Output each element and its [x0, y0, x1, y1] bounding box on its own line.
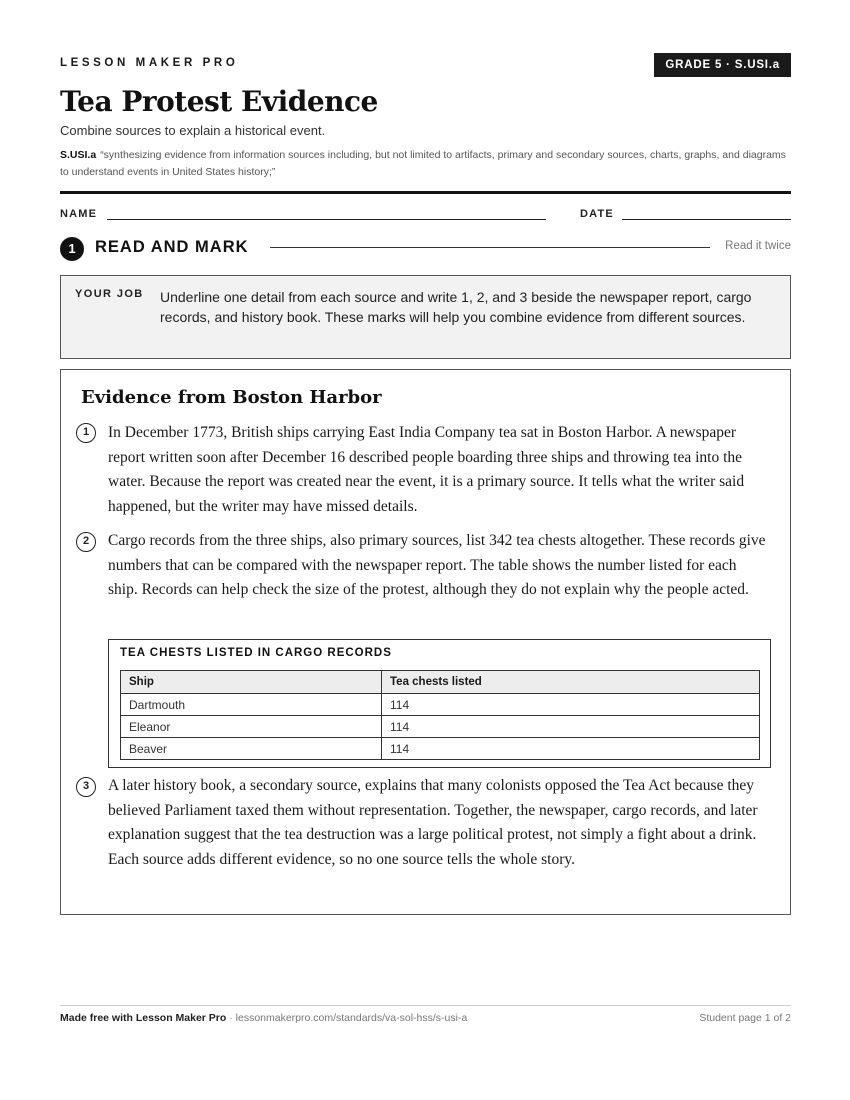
section-note: Read it twice [725, 240, 791, 252]
footer-credit [60, 1012, 467, 1024]
table-cell: Dartmouth [121, 694, 382, 716]
paragraph-number: 2 [76, 532, 96, 552]
footer-page-number: Student page 1 of 2 [699, 1012, 791, 1024]
table-cell: Eleanor [121, 716, 382, 738]
evidence-title: Evidence from Boston Harbor [81, 387, 382, 408]
table-cell: 114 [382, 738, 760, 760]
table-cell: 114 [382, 716, 760, 738]
table-row [121, 716, 760, 738]
table-row [121, 738, 760, 760]
paragraph-number: 1 [76, 423, 96, 443]
cargo-table-box [108, 639, 771, 768]
standard-code: S.USI.a [60, 149, 97, 161]
paragraph-text: A later history book, a secondary source, explains that many colonists opposed the Tea Act because they believed Parliament taxed them without representation. Together, the newspaper, cargo records, and later explanation suggest that the tea destruction was a large political protest, not simply a fight about a drink. Each source adds different evidence, so no one source tells the whole story. [108, 777, 758, 868]
date-label: DATE [580, 208, 614, 220]
paragraph-number: 3 [76, 777, 96, 797]
footer-made-by: Made free with Lesson Maker Pro [60, 1012, 227, 1024]
grade-badge: GRADE 5 · S.USI.a [654, 53, 791, 77]
standard-text: “synthesizing evidence from information sources including, but not limited to artifacts, primary and secondary sources, charts, graphs, and diagrams to understand events in United States history;” [60, 149, 786, 178]
table-header-cell: Ship [121, 671, 382, 694]
section-title: READ AND MARK [95, 238, 249, 256]
footer-url[interactable]: · lessonmakerpro.com/standards/va-sol-hss/s-usi-a [226, 1012, 468, 1024]
section-number: 1 [60, 237, 84, 261]
paragraph-text: Cargo records from the three ships, also primary sources, list 342 tea chests altogether. These records give numbers that can be compared with the newspaper report. The table shows the number listed for each ship. Records can help check the size of the protest, although they do not explain why the people acted. [108, 532, 766, 598]
your-job-label: YOUR JOB [75, 288, 144, 300]
name-field[interactable] [107, 219, 546, 220]
table-header-cell: Tea chests listed [382, 671, 760, 694]
table-cell: Beaver [121, 738, 382, 760]
your-job-box [60, 275, 791, 359]
section-divider [270, 247, 710, 248]
paragraph-text: In December 1773, British ships carrying East India Company tea sat in Boston Harbor. A newspaper report written soon after December 16 described people boarding three ships and throwing tea into the water. Because the report was created near the event, it is a primary source. It tells what the writer said happened, but the writer may have missed details. [108, 424, 745, 515]
page-title: Tea Protest Evidence [60, 85, 378, 118]
name-label: NAME [60, 208, 98, 220]
table-cell: 114 [382, 694, 760, 716]
table-row [121, 694, 760, 716]
worksheet-page [60, 0, 791, 1100]
cargo-table [120, 670, 760, 760]
brand-name: LESSON MAKER PRO [60, 57, 239, 69]
your-job-text: Underline one detail from each source and write 1, 2, and 3 beside the newspaper report, cargo records, and history book. These marks will help you combine evidence from different sources. [160, 289, 752, 325]
page-subtitle: Combine sources to explain a historical event. [60, 123, 326, 138]
evidence-box [60, 369, 791, 915]
date-field[interactable] [622, 219, 791, 220]
table-caption: TEA CHESTS LISTED IN CARGO RECORDS [120, 647, 392, 659]
header-divider [60, 191, 791, 194]
standard-description [60, 147, 791, 181]
footer-divider [60, 1005, 791, 1006]
table-header-row [121, 671, 760, 694]
